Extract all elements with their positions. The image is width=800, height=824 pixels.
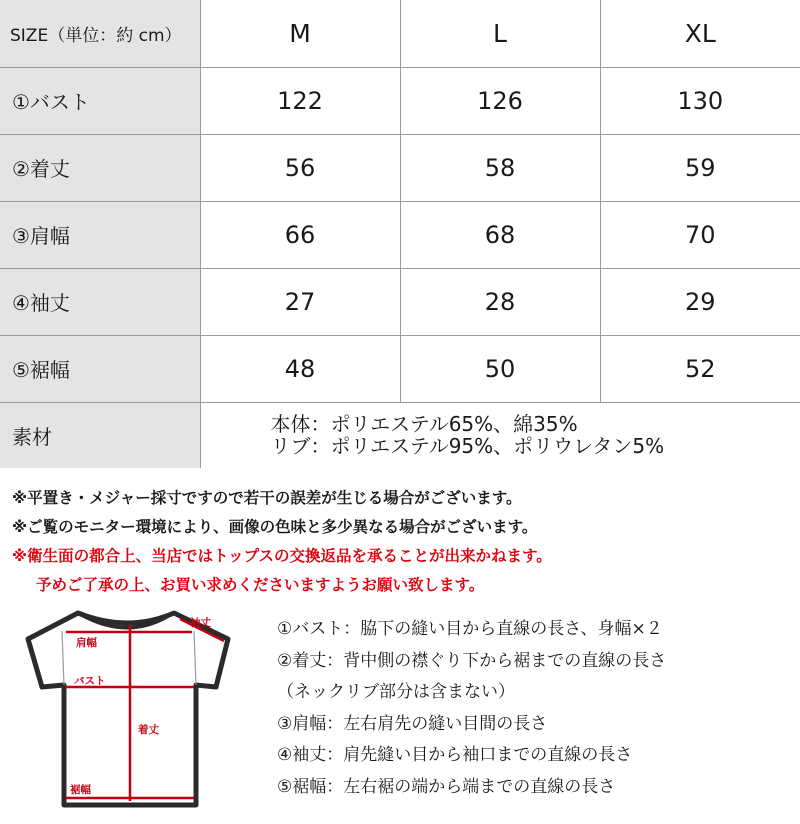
- table-cell: 59: [600, 134, 800, 201]
- note-acknowledge: 予めご了承の上、お買い求めくださいますようお願い致します。: [36, 576, 485, 594]
- table-cell: 27: [200, 268, 400, 335]
- row-label-material: 素材: [0, 402, 200, 468]
- table-row: [0, 134, 800, 201]
- tshirt-illustration: [14, 605, 244, 820]
- size-header-xl: XL: [600, 0, 800, 67]
- desc-bust: ①バスト：脇下の縫い目から直線の長さ、身幅×２: [277, 619, 663, 639]
- table-row: [0, 268, 800, 335]
- desc-length: ②着丈：背中側の襟ぐり下から裾までの直線の長さ: [277, 650, 667, 671]
- table-cell: 126: [400, 67, 600, 134]
- table-cell: 66: [200, 201, 400, 268]
- notes: [12, 484, 792, 600]
- row-label-hem: ⑤裾幅: [0, 335, 200, 402]
- diagram-label-hem: 裾幅: [70, 784, 91, 796]
- table-row: [0, 335, 800, 402]
- note-no-returns: ※衛生面の都合上、当店ではトップスの交換返品を承ることが出来かねます。: [12, 547, 552, 565]
- material-line-body: 本体：ポリエステル65%、綿35%: [270, 412, 578, 437]
- desc-shoulder: ③肩幅：左右肩先の縫い目間の長さ: [277, 713, 548, 734]
- table-row-material: [0, 402, 800, 468]
- diagram-label-bust: バスト: [74, 675, 106, 687]
- table-cell: 50: [400, 335, 600, 402]
- desc-length-note: （ネックリブ部分は含まない）: [277, 682, 515, 702]
- row-label-shoulder: ③肩幅: [0, 201, 200, 268]
- table-cell: 48: [200, 335, 400, 402]
- row-label-length: ②着丈: [0, 134, 200, 201]
- table-row: [0, 67, 800, 134]
- size-header-m: M: [200, 0, 400, 67]
- material-line-rib: リブ：ポリエステル95%、ポリウレタン5%: [270, 434, 665, 459]
- table-cell: 29: [600, 268, 800, 335]
- note-measurement-error: ※平置き・メジャー採寸ですので若干の誤差が生じる場合がございます。: [12, 489, 522, 507]
- row-label-sleeve: ④袖丈: [0, 268, 200, 335]
- measurement-descriptions: [277, 614, 792, 803]
- table-row: [0, 201, 800, 268]
- table-cell: 68: [400, 201, 600, 268]
- desc-hem: ⑤裾幅：左右裾の端から端までの直線の長さ: [277, 776, 616, 797]
- material-cell: [200, 402, 800, 468]
- diagram-label-length: 着丈: [138, 724, 159, 736]
- table-header-row: [0, 0, 800, 67]
- table-cell: 70: [600, 201, 800, 268]
- size-unit-label: SIZE（単位：約 cm）: [0, 0, 200, 67]
- row-label-bust: ①バスト: [0, 67, 200, 134]
- size-header-l: L: [400, 0, 600, 67]
- table-cell: 58: [400, 134, 600, 201]
- material-text: [271, 413, 665, 457]
- table-cell: 56: [200, 134, 400, 201]
- diagram-label-shoulder: 肩幅: [76, 637, 97, 649]
- table-cell: 52: [600, 335, 800, 402]
- tshirt-measurement-diagram: [14, 605, 244, 820]
- table-cell: 122: [200, 67, 400, 134]
- table-cell: 130: [600, 67, 800, 134]
- note-monitor-color: ※ご覧のモニター環境により、画像の色味と多少異なる場合がございます。: [12, 518, 538, 536]
- diagram-label-sleeve: 袖丈: [190, 617, 211, 629]
- table-cell: 28: [400, 268, 600, 335]
- desc-sleeve: ④袖丈：肩先縫い目から袖口までの直線の長さ: [277, 745, 633, 765]
